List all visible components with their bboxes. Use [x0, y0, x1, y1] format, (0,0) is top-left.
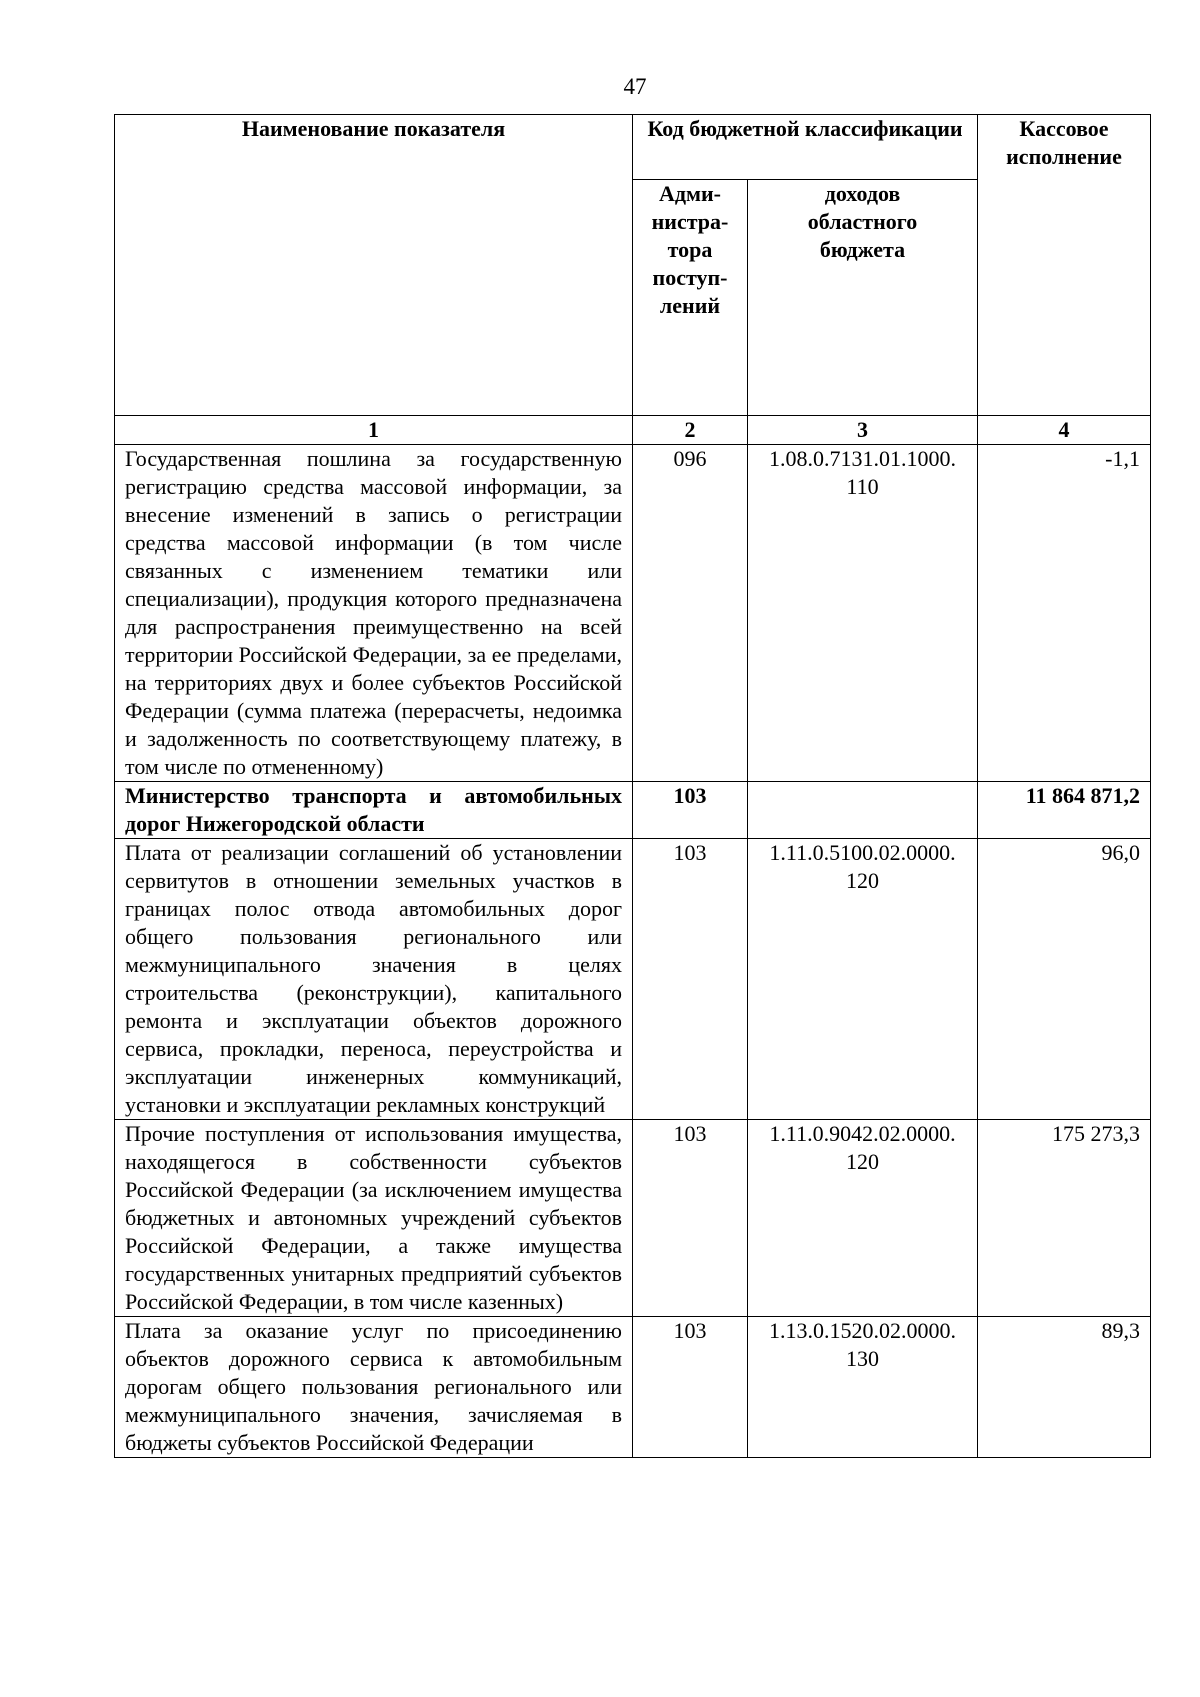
table-row: [115, 1317, 1151, 1458]
administrator-code: 103: [633, 1317, 748, 1458]
column-number: 1: [115, 416, 633, 445]
column-number: 3: [748, 416, 978, 445]
cash-execution-amount: -1,1: [978, 445, 1151, 782]
income-code-part: 120: [846, 868, 879, 893]
cash-execution-amount: 89,3: [978, 1317, 1151, 1458]
indicator-name: Государственная пошлина за государственную регистрацию средства массовой информации, за внесение изменений в запись о регистрации средства массовой информации (в том числе связанных с изменением тематики или специализации), продукция которого предназначена для распространения преимущественно на всей территории Российской Федерации, за ее пределами, на территориях двух и более субъектов Российской Федерации (сумма платежа (перерасчеты, недоимка и задолженность по соответствующему платежу, в том числе по отмененному): [115, 445, 633, 782]
column-number: 2: [633, 416, 748, 445]
column-numbers-row: [115, 416, 1151, 445]
administrator-code: 103: [633, 782, 748, 839]
header-cash-execution-line: исполнение: [1006, 144, 1122, 169]
indicator-name: Плата от реализации соглашений об установлении сервитутов в отношении земельных участков в границах полос отвода автомобильных дорог общего пользования регионального или межмуниципального значения в целях строительства (реконструкции), капитального ремонта и эксплуатации объектов дорожного сервиса, прокладки, переноса, переустройства и эксплуатации инженерных коммуникаций, установки и эксплуатации рекламных конструкций: [115, 839, 633, 1120]
income-code-part: 130: [846, 1346, 879, 1371]
income-code-part: 1.11.0.5100.02.0000.: [769, 840, 956, 865]
cash-execution-amount: 11 864 871,2: [978, 782, 1151, 839]
cash-execution-amount: 96,0: [978, 839, 1151, 1120]
header-row-top: [115, 115, 1151, 180]
income-code-part: 1.13.0.1520.02.0000.: [769, 1318, 956, 1343]
indicator-name: Министерство транспорта и автомобильных дорог Нижегородской области: [115, 782, 633, 839]
header-admin-line: тора: [667, 237, 713, 263]
column-number: 4: [978, 416, 1151, 445]
income-code-part: 120: [846, 1149, 879, 1174]
header-revenue-administrator: [633, 180, 748, 416]
income-code: [748, 782, 978, 839]
income-code-part: 110: [846, 474, 879, 499]
administrator-code: 103: [633, 1120, 748, 1317]
header-cash-execution: [978, 115, 1151, 416]
header-regional-income-code: [748, 180, 978, 416]
income-code-part: 1.11.0.9042.02.0000.: [769, 1121, 956, 1146]
administrator-code: 096: [633, 445, 748, 782]
table-row: [115, 1120, 1151, 1317]
header-admin-line: поступ-: [652, 265, 728, 291]
header-admin-line: лений: [659, 293, 721, 319]
income-code-part: 1.08.0.7131.01.1000.: [769, 446, 956, 471]
income-code: [748, 839, 978, 1120]
header-indicator-name: Наименование показателя: [115, 115, 633, 416]
header-admin-line: Адми-: [658, 181, 721, 207]
table-row: [115, 839, 1151, 1120]
budget-table: [114, 114, 1151, 1458]
table-row-ministry: [115, 782, 1151, 839]
indicator-name: Плата за оказание услуг по присоединению объектов дорожного сервиса к автомобильным дорогам общего пользования регионального или межмуниципального значения, зачисляемая в бюджеты субъектов Российской Федерации: [115, 1317, 633, 1458]
page-number: 47: [623, 74, 647, 99]
income-code: [748, 1120, 978, 1317]
cash-execution-amount: 175 273,3: [978, 1120, 1151, 1317]
income-code: [748, 445, 978, 782]
header-admin-line: нистра-: [651, 209, 729, 235]
header-cash-execution-line: Кассовое: [1019, 116, 1109, 141]
administrator-code: 103: [633, 839, 748, 1120]
header-budget-code-group: Код бюджетной классификации: [633, 115, 978, 180]
table-row: [115, 445, 1151, 782]
indicator-name: Прочие поступления от использования имущества, находящегося в собственности субъектов Российской Федерации (за исключением имущества бюджетных и автономных учреждений субъектов Российской Федерации, а также имущества государственных унитарных предприятий субъектов Российской Федерации, в том числе казенных): [115, 1120, 633, 1317]
header-income-line: областного: [807, 209, 918, 235]
header-income-line: бюджета: [819, 237, 906, 263]
income-code: [748, 1317, 978, 1458]
header-income-line: доходов: [824, 181, 901, 207]
